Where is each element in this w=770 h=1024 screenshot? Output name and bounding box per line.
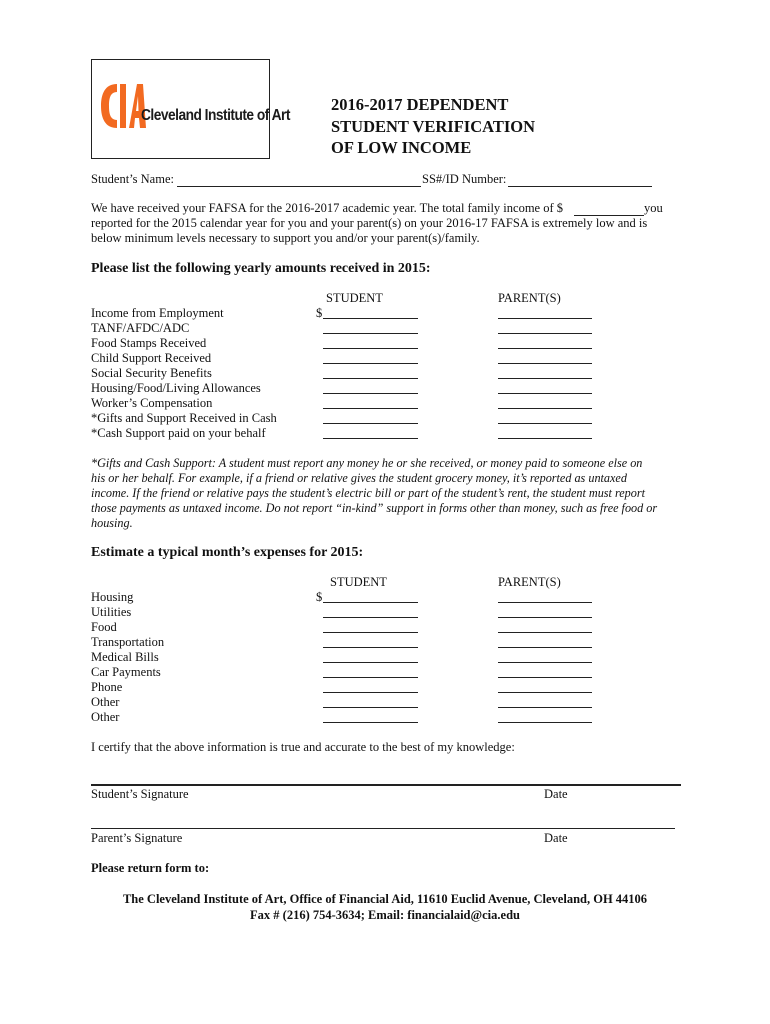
expense-parent-field[interactable]	[498, 722, 592, 723]
gifts-note	[91, 456, 691, 531]
expense-student-field[interactable]	[323, 617, 418, 618]
note-line: income. If the friend or relative pays the student’s electric bill or part of the student’s rent, the student must report	[91, 486, 646, 500]
contact-line: Fax # (216) 754-3634; Email: financialaid@cia.edu	[250, 908, 520, 922]
expenses-heading: Estimate a typical month’s expenses for 2015:	[91, 545, 364, 560]
expense-parent-field[interactable]	[498, 692, 592, 693]
expense-row-label: Car Payments	[91, 665, 161, 679]
expense-parent-field[interactable]	[498, 602, 592, 603]
income-row-label: Housing/Food/Living Allowances	[91, 381, 261, 395]
income-parent-field[interactable]	[498, 423, 592, 424]
expense-student-field[interactable]	[323, 632, 418, 633]
expense-student-field[interactable]	[323, 707, 418, 708]
expense-row-label: Phone	[91, 680, 123, 694]
intro-line-1-end: you	[644, 201, 663, 215]
income-row-label: Social Security Benefits	[91, 366, 212, 380]
income-row-label: *Gifts and Support Received in Cash	[91, 411, 277, 425]
cia-logo-mark	[99, 80, 147, 132]
parent-signature-label: Parent’s Signature	[91, 831, 183, 845]
expense-student-field[interactable]	[323, 722, 418, 723]
expenses-dollar-sign: $	[316, 590, 323, 604]
income-student-field[interactable]	[323, 393, 418, 394]
title-line-3: OF LOW INCOME	[331, 138, 472, 157]
certify-statement: I certify that the above information is true and accurate to the best of my knowledge:	[91, 740, 515, 754]
income-parent-field[interactable]	[498, 363, 592, 364]
income-student-field[interactable]	[323, 318, 418, 319]
income-student-field[interactable]	[323, 333, 418, 334]
income-row-label: Worker’s Compensation	[91, 396, 213, 410]
parent-date-label: Date	[544, 831, 568, 845]
logo-name: Cleveland Institute of Art	[141, 107, 290, 124]
page-title	[331, 94, 535, 159]
income-row-label: *Cash Support paid on your behalf	[91, 426, 266, 440]
expenses-col-student: STUDENT	[330, 575, 387, 589]
expense-student-field[interactable]	[323, 647, 418, 648]
ssn-label: SS#/ID Number:	[422, 172, 507, 186]
expense-row-label: Other	[91, 710, 120, 724]
expense-student-field[interactable]	[323, 662, 418, 663]
expense-row-label: Other	[91, 695, 120, 709]
income-heading: Please list the following yearly amounts received in 2015:	[91, 261, 431, 276]
expense-parent-field[interactable]	[498, 632, 592, 633]
student-name-label: Student’s Name:	[91, 172, 174, 186]
expense-parent-field[interactable]	[498, 662, 592, 663]
return-label: Please return form to:	[91, 861, 210, 875]
income-parent-field[interactable]	[498, 408, 592, 409]
expense-student-field[interactable]	[323, 677, 418, 678]
income-parent-field[interactable]	[498, 348, 592, 349]
student-signature-line[interactable]	[91, 784, 681, 786]
expense-student-field[interactable]	[323, 692, 418, 693]
expense-row-label: Medical Bills	[91, 650, 159, 664]
income-row-label: Child Support Received	[91, 351, 212, 365]
logo-box	[91, 59, 290, 159]
income-student-field[interactable]	[323, 348, 418, 349]
intro-line-1: We have received your FAFSA for the 2016-2017 academic year. The total family income of $	[91, 201, 563, 215]
expense-parent-field[interactable]	[498, 647, 592, 648]
income-row-label: TANF/AFDC/ADC	[91, 321, 190, 335]
expense-parent-field[interactable]	[498, 707, 592, 708]
income-parent-field[interactable]	[498, 318, 592, 319]
note-line: housing.	[91, 516, 133, 530]
income-parent-field[interactable]	[498, 438, 592, 439]
intro-line-3: below minimum levels necessary to support you and/or your parent(s)/family.	[91, 231, 480, 245]
expense-row-label: Transportation	[91, 635, 165, 649]
expense-parent-field[interactable]	[498, 617, 592, 618]
income-parent-field[interactable]	[498, 333, 592, 334]
expense-row-label: Food	[91, 620, 117, 634]
income-col-parent: PARENT(S)	[498, 291, 561, 305]
expense-parent-field[interactable]	[498, 677, 592, 678]
income-col-student: STUDENT	[326, 291, 383, 305]
title-line-2: STUDENT VERIFICATION	[331, 116, 536, 136]
expenses-col-parent: PARENT(S)	[498, 575, 561, 589]
income-parent-field[interactable]	[498, 393, 592, 394]
income-student-field[interactable]	[323, 438, 418, 439]
expense-row-label: Housing	[91, 590, 134, 604]
intro-line-2: reported for the 2015 calendar year for you and your parent(s) on your 2016-17 FAFSA is extremely low and is	[91, 216, 648, 230]
note-line: *Gifts and Cash Support: A student must report any money he or she received, or money paid to someone else on	[91, 456, 643, 470]
ssn-field[interactable]	[508, 186, 652, 187]
income-student-field[interactable]	[323, 363, 418, 364]
student-date-label: Date	[544, 787, 568, 801]
income-row-label: Food Stamps Received	[91, 336, 207, 350]
note-line: his or her behalf. For example, if a friend or relative gives the student grocery money, it’s reported as untaxed	[91, 471, 627, 485]
income-student-field[interactable]	[323, 423, 418, 424]
income-student-field[interactable]	[323, 378, 418, 379]
income-parent-field[interactable]	[498, 378, 592, 379]
student-signature-label: Student’s Signature	[91, 787, 189, 801]
income-dollar-sign: $	[316, 306, 323, 320]
student-name-field[interactable]	[177, 186, 421, 187]
address-line: The Cleveland Institute of Art, Office of Financial Aid, 11610 Euclid Avenue, Cleveland, OH 44106	[122, 892, 648, 906]
income-row-label: Income from Employment	[91, 306, 224, 320]
income-student-field[interactable]	[323, 408, 418, 409]
expense-row-label: Utilities	[91, 605, 132, 619]
title-line-1: 2016-2017 DEPENDENT	[331, 95, 509, 114]
note-line: those payments as untaxed income. Do not report “in-kind” support in forms other than money, such as free food or	[91, 501, 658, 515]
return-address	[0, 891, 770, 923]
expense-student-field[interactable]	[323, 602, 418, 603]
parent-signature-line[interactable]	[91, 828, 675, 829]
